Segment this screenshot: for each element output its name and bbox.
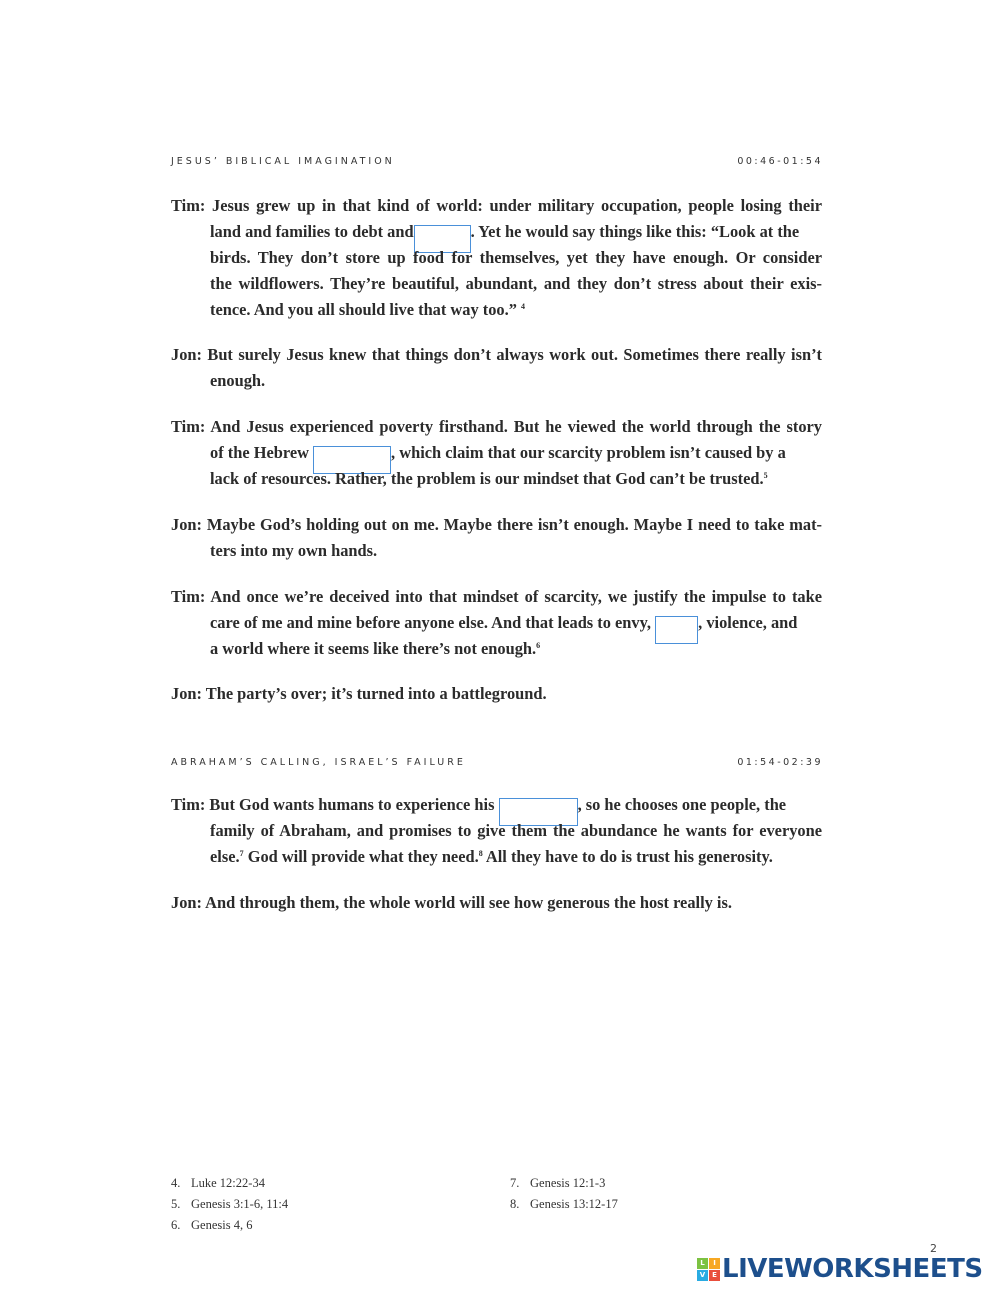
text-line: care of me and mine before anyone else. And that leads to envy, , violence, and xyxy=(171,610,822,636)
text-line: Tim: And once we’re deceived into that mindset of scarcity, we justify the impulse to take xyxy=(171,587,822,606)
text-line: land and families to debt and . Yet he would say things like this: “Look at the xyxy=(171,219,822,245)
transcript-paragraph xyxy=(171,681,822,707)
text-line: Jon: Maybe God’s holding out on me. Maybe there isn’t enough. Maybe I need to take mat- xyxy=(171,515,822,534)
footnote: 4. Luke 12:22-34 xyxy=(171,1176,265,1190)
transcript-paragraph xyxy=(171,512,822,564)
footnote: 6. Genesis 4, 6 xyxy=(171,1218,253,1232)
footnote: 7. Genesis 12:1-3 xyxy=(510,1176,606,1190)
section-title: JESUS’ BIBLICAL IMAGINATION xyxy=(171,156,395,167)
text-line: family of Abraham, and promises to give them the abundance he wants for everyone xyxy=(210,821,822,840)
footnote: 8. Genesis 13:12-17 xyxy=(510,1197,618,1211)
text-line: of the Hebrew , which claim that our scarcity problem isn’t caused by a xyxy=(171,440,822,466)
text-line: Tim: Jesus grew up in that kind of world: under military occupation, people losing their xyxy=(171,196,822,215)
text-line: Jon: And through them, the whole world will see how generous the host really is. xyxy=(171,893,732,912)
transcript-paragraph xyxy=(171,584,822,662)
text-line: Jon: But surely Jesus knew that things don’t always work out. Sometimes there really isn’t xyxy=(171,345,822,364)
logo-text: LIVEWORKSHEETS xyxy=(722,1254,983,1284)
text-line: birds. They don’t store up food for themselves, yet they have enough. Or consider xyxy=(210,248,822,267)
logo-cube: L xyxy=(697,1258,708,1269)
liveworksheets-logo xyxy=(697,1254,983,1284)
text-line: Jon: The party’s over; it’s turned into a battleground. xyxy=(171,684,547,703)
transcript-paragraph xyxy=(171,193,822,323)
page-number: 2 xyxy=(930,1242,937,1255)
text-line: a world where it seems like there’s not enough.$^6$ xyxy=(210,639,541,658)
section-header-1 xyxy=(171,156,823,167)
text-line: lack of resources. Rather, the problem is our mindset that God can’t be trusted.$^5$ xyxy=(210,469,768,488)
section-header-2 xyxy=(171,757,823,768)
footnote-ref: 6 xyxy=(536,641,541,650)
text-line: enough. xyxy=(210,371,266,390)
text-line: Tim: And Jesus experienced poverty firsthand. But he viewed the world through the story xyxy=(171,417,822,436)
transcript-paragraph xyxy=(171,890,822,916)
footnote-ref: 8 xyxy=(478,849,483,858)
transcript-paragraph xyxy=(171,792,822,870)
text-line: ters into my own hands. xyxy=(210,541,378,560)
text-line: tence. And you all should live that way too.” $^4$ xyxy=(210,300,526,319)
transcript-paragraph xyxy=(171,414,822,492)
section-timecode: 01:54-02:39 xyxy=(737,757,823,768)
section-timecode: 00:46-01:54 xyxy=(737,156,823,167)
transcript-paragraph xyxy=(171,342,822,394)
footnote-ref: 4 xyxy=(521,302,526,311)
logo-cube: E xyxy=(709,1270,720,1281)
logo-cube: I xyxy=(709,1258,720,1269)
section-title: ABRAHAM’S CALLING, ISRAEL’S FAILURE xyxy=(171,757,466,768)
logo-cube: V xyxy=(697,1270,708,1281)
text-line: Tim: But God wants humans to experience his , so he chooses one people, the xyxy=(171,792,822,818)
footnote-ref: 7 xyxy=(239,849,244,858)
answer-blank-3[interactable] xyxy=(655,616,698,644)
footnote-ref: 5 xyxy=(763,471,768,480)
footnote: 5. Genesis 3:1-6, 11:4 xyxy=(171,1197,289,1211)
text-line: the wildflowers. They’re beautiful, abundant, and they don’t stress about their exis- xyxy=(210,274,822,293)
text-line: else.$^7$ God will provide what they need.$^8$ All they have to do is trust his generosity. xyxy=(210,847,773,866)
logo-cubes-icon xyxy=(697,1258,720,1281)
